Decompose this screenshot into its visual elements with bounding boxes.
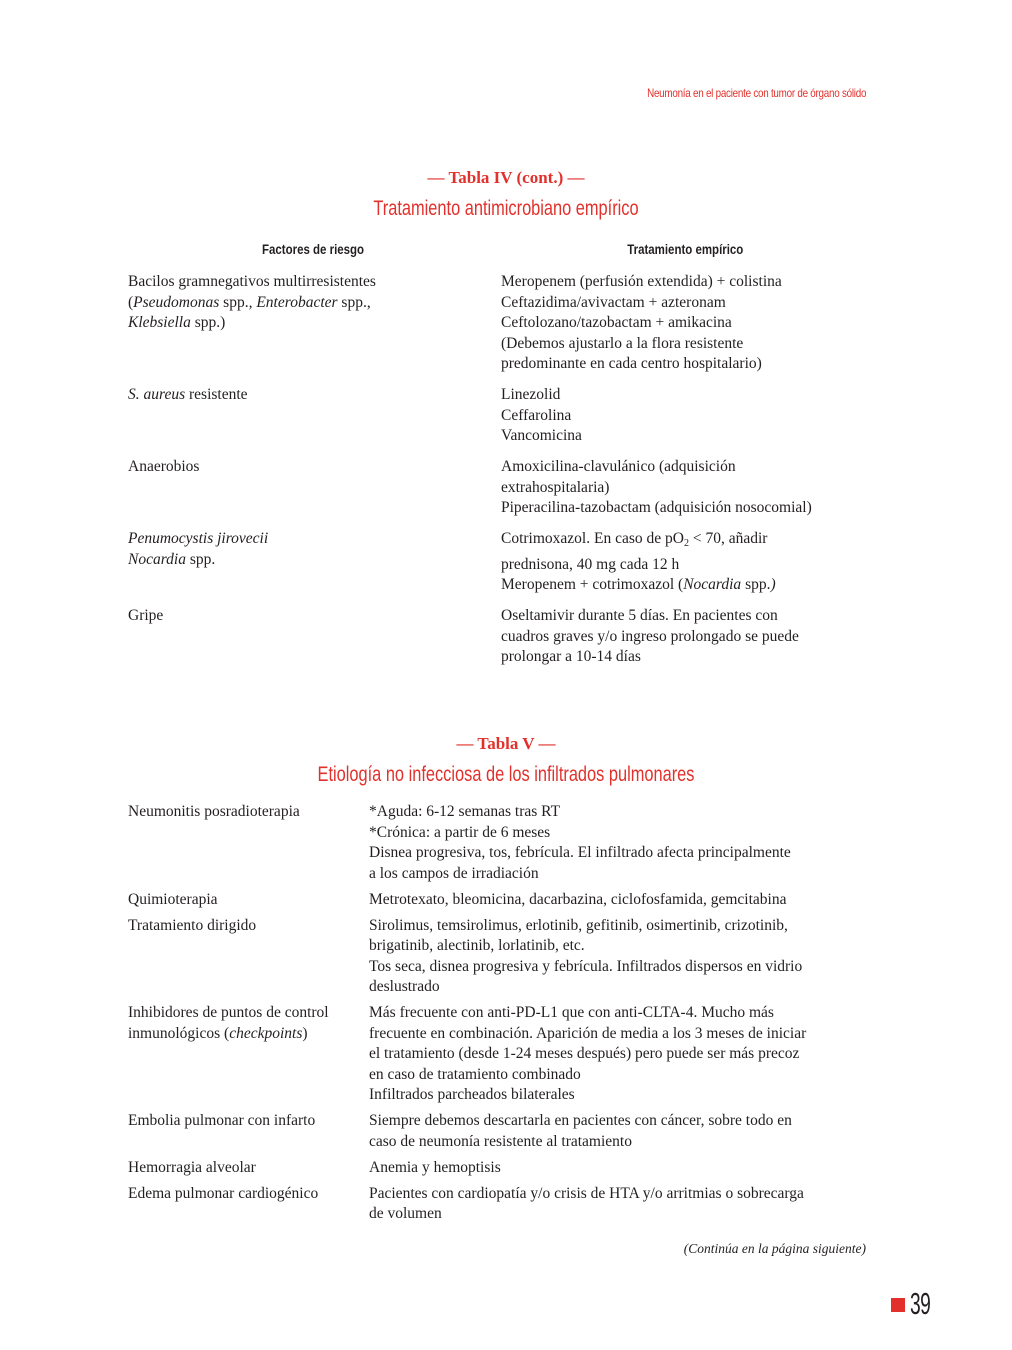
table-4-row-gripe — [128, 606, 888, 668]
table-4-row-anaerobios — [128, 457, 888, 519]
risk-line-nocardia: Nocardia spp. — [128, 550, 216, 568]
treatment-line: Amoxicilina-clavulánico (adquisición — [501, 458, 736, 475]
table-4-number: — Tabla IV (cont.) — — [427, 168, 585, 187]
cause-line: Hemorragia alveolar — [128, 1158, 256, 1176]
table-5-body — [128, 802, 888, 1225]
risk-line: Anaerobios — [128, 458, 200, 475]
treatment-line: Meropenem (perfusión extendida) + colistina — [501, 273, 782, 290]
treatment-line: extrahospitalaria) — [501, 478, 610, 496]
description-line: en caso de tratamiento combinado — [369, 1065, 581, 1083]
treatment-line: prednisona, 40 mg cada 12 h — [501, 555, 680, 573]
treatment-line-meropenem: Meropenem + cotrimoxazol (Nocardia spp.) — [501, 576, 776, 593]
table-4-col-treatment-header: Tratamiento empírico — [627, 242, 744, 257]
running-header: Neumonía en el paciente con tumor de órgano sólido — [646, 86, 866, 100]
description-line: Más frecuente con anti-PD-L1 que con anti-CLTA-4. Mucho más — [369, 1004, 774, 1021]
description-line: Tos seca, disnea progresiva y febrícula. Infiltrados dispersos en vidrio — [369, 957, 803, 975]
description-line: Metrotexato, bleomicina, dacarbazina, ciclofosfamida, gemcitabina — [369, 890, 787, 908]
table-5-title: Etiología no infecciosa de los infiltrados pulmonares — [317, 763, 695, 786]
treatment-line: predominante en cada centro hospitalario) — [501, 355, 762, 372]
page-number: 39 — [910, 1286, 931, 1321]
risk-line-saureus: S. aureus resistente — [128, 386, 248, 403]
risk-line-pneumocystis: Penumocystis jirovecii — [128, 530, 269, 547]
description-line: Siempre debemos descartarla en pacientes con cáncer, sobre todo en — [369, 1112, 792, 1129]
description-line: caso de neumonía resistente al tratamiento — [369, 1132, 632, 1150]
table-4-row-gramneg — [128, 272, 888, 375]
table-5-row — [128, 916, 888, 998]
description-line: el tratamiento (desde 1-24 meses después) pero puede ser más precoz — [369, 1045, 800, 1062]
table-4-row-pneumocystis — [128, 529, 888, 596]
description-line: *Crónica: a partir de 6 meses — [369, 823, 551, 841]
cause-line: Quimioterapia — [128, 890, 218, 908]
risk-line-klebsiella: Klebsiella spp.) — [128, 314, 226, 331]
treatment-line: cuadros graves y/o ingreso prolongado se puede — [501, 627, 799, 645]
description-line: deslustrado — [369, 978, 440, 995]
table-4-title: Tratamiento antimicrobiano empírico — [373, 197, 639, 220]
description-line: Pacientes con cardiopatía y/o crisis de HTA y/o arritmias o sobrecarga — [369, 1184, 804, 1202]
description-line: de volumen — [369, 1205, 442, 1222]
treatment-line: Piperacilina-tazobactam (adquisición nosocomial) — [501, 499, 812, 516]
treatment-line: prolongar a 10-14 días — [501, 648, 641, 665]
treatment-line: Linezolid — [501, 386, 561, 403]
continued-note: (Continúa en la página siguiente) — [683, 1241, 866, 1256]
cause-line: Neumonitis posradioterapia — [128, 803, 300, 820]
risk-line: Gripe — [128, 607, 164, 624]
treatment-line: Oseltamivir durante 5 días. En pacientes con — [501, 607, 778, 624]
description-line: Anemia y hemoptisis — [369, 1158, 501, 1176]
table-4-col-risk-header: Factores de riesgo — [262, 242, 365, 257]
description-line: a los campos de irradiación — [369, 864, 539, 882]
treatment-line: Ceffarolina — [501, 406, 572, 424]
description-line: Infiltrados parcheados bilaterales — [369, 1086, 575, 1103]
treatment-line: Ceftolozano/tazobactam + amikacina — [501, 314, 732, 331]
treatment-line-cotrimoxazol: Cotrimoxazol. En caso de $pO_2 < 70$, añadir — [501, 530, 768, 549]
description-line: *Aguda: 6-12 semanas tras RT — [369, 803, 561, 820]
cause-line: Tratamiento dirigido — [128, 916, 257, 934]
risk-line-pathogens: (Pseudomonas spp., Enterobacter spp., — [128, 293, 371, 311]
table-5-row — [128, 1184, 888, 1225]
table-5-number: — Tabla V — — [456, 734, 556, 753]
table-5-row — [128, 1158, 888, 1179]
page-marker-square — [891, 1298, 905, 1312]
risk-line: Bacilos gramnegativos multirresistentes — [128, 273, 376, 290]
description-line: Disnea progresiva, tos, febrícula. El infiltrado afecta principalmente — [369, 844, 791, 861]
cause-line-checkpoints: inmunológicos (checkpoints) — [128, 1024, 308, 1042]
table-5-row — [128, 1003, 888, 1106]
description-line: brigatinib, alectinib, lorlatinib, etc. — [369, 937, 585, 954]
treatment-line: Ceftazidima/avivactam + azteronam — [501, 293, 726, 311]
description-line: frecuente en combinación. Aparición de media a los 3 meses de iniciar — [369, 1024, 807, 1042]
treatment-line: (Debemos ajustarlo a la flora resistente — [501, 334, 744, 352]
cause-line: Edema pulmonar cardiogénico — [128, 1184, 319, 1202]
description-line: Sirolimus, temsirolimus, erlotinib, gefitinib, osimertinib, crizotinib, — [369, 916, 788, 934]
table-4-body — [128, 272, 888, 668]
table-5-row — [128, 1111, 888, 1152]
table-5-row — [128, 802, 888, 884]
table-4-row-saureus — [128, 385, 888, 447]
cause-line: Inhibidores de puntos de control — [128, 1004, 329, 1021]
table-5-row — [128, 890, 888, 911]
treatment-line: Vancomicina — [501, 427, 582, 444]
cause-line: Embolia pulmonar con infarto — [128, 1112, 316, 1129]
